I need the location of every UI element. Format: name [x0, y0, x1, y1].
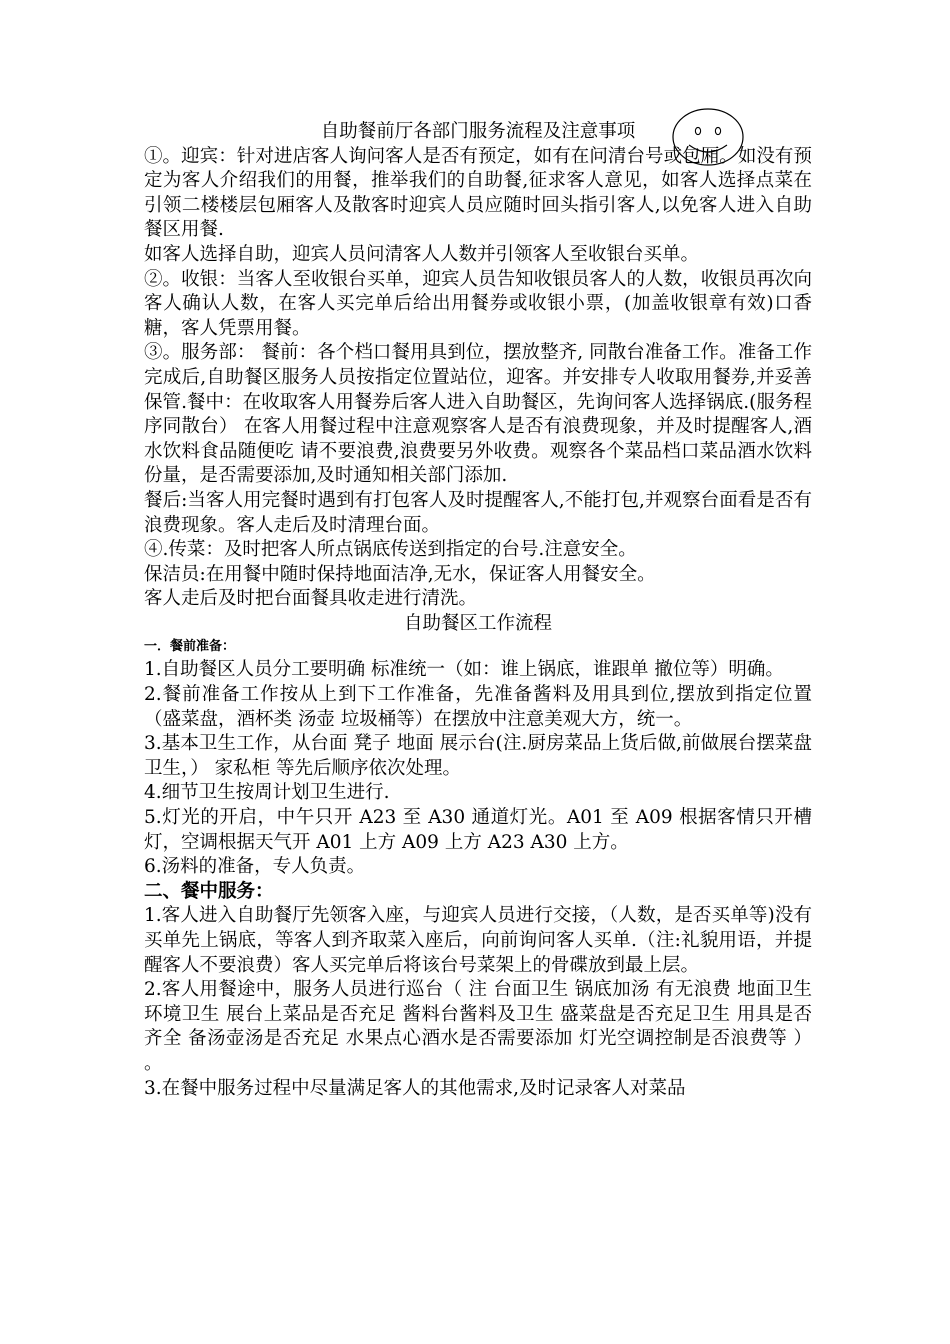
section1-item: 3.基本卫生工作，从台面 凳子 地面 展示台(注.厨房菜品上货后做,前做展台摆菜盘卫生，） 家私柜 等先后顺序依次处理。 — [144, 733, 812, 779]
section1-item: 2.餐前准备工作按从上到下工作准备，先准备酱料及用具到位,摆放到指定位置（盛菜盘，酒杯类 汤壶 垃圾桶等）在摆放中注意美观大方，统一。 — [144, 684, 812, 730]
section2-item: 3.在餐中服务过程中尽量满足客人的其他需求,及时记录客人对菜品 — [144, 1077, 686, 1099]
paragraph-clear-table: 客人走后及时把台面餐具收走进行清洗。 — [144, 588, 478, 610]
section1-item: 6.汤料的准备，专人负责。 — [144, 856, 366, 878]
document-title: 自助餐前厅各部门服务流程及注意事项 — [320, 121, 636, 142]
section1-item: 1.自助餐区人员分工要明确 标准统一（如：谁上锅底，谁跟单 撤位等）明确。 — [144, 659, 784, 681]
paragraph-buffet-choice: 如客人选择自助，迎宾人员问清客人人数并引领客人至收银台买单。 — [144, 243, 700, 265]
section1-item: 4.细节卫生按周计划卫生进行. — [144, 782, 390, 804]
document-body — [144, 120, 812, 1101]
paragraph-reception: ①。迎宾：针对进店客人询问客人是否有预定，如有在问清台号或包厢。如没有预定为客人介绍我们的用餐，推举我们的自助餐,征求客人意见，如客人选择点菜在引领二楼楼层包厢客人及散客时迎宾人员应随时回头指引客人,以免客人进入自助餐区用餐. — [144, 145, 812, 241]
paragraph-cleaner: 保洁员:在用餐中随时保持地面洁净,无水，保证客人用餐安全。 — [144, 563, 656, 585]
paragraph-after-meal: 餐后:当客人用完餐时遇到有打包客人及时提醒客人,不能打包,并观察台面看是否有浪费现象。客人走后及时清理台面。 — [144, 489, 812, 536]
section-subtitle: 自助餐区工作流程 — [403, 612, 552, 634]
paragraph-food-runner: ④.传菜：及时把客人所点锅底传送到指定的台号.注意安全。 — [144, 539, 637, 561]
paragraph-service: ③。服务部： 餐前：各个档口餐用具到位，摆放整齐, 同散台准备工作。准备工作完成后,自助餐区服务人员按指定位置站位，迎客。并安排专人收取用餐券,并妥善保管.餐中：在收取客人用餐券后客人进入自助餐区，先询问客人选择锅底.(服务程序同散台） 在客人用餐过程中注意观察客人是否有浪费现象，并及时提醒客人,酒水饮料食品随便吃 请不要浪费,浪费要另外收费。观察各个菜品档口菜品酒水饮料份量，是否需要添加,及时通知相关部门添加. — [144, 342, 812, 487]
section2-item: 1.客人进入自助餐厅先领客入座，与迎宾人员进行交接，（人数，是否买单等)没有买单先上锅底，等客人到齐取菜入座后，向前询问客人买单.（注:礼貌用语，并提醒客人不要浪费）客人买完单后将该台号菜架上的骨碟放到最上层。 — [144, 905, 812, 976]
section1-item: 5.灯光的开启，中午只开 A23 至 A30 通道灯光。A01 至 A09 根据客情只开槽灯，空调根据天气开 A01 上方 A09 上方 A23 A30 上方。 — [144, 807, 812, 853]
section1-heading: 一．餐前准备： — [144, 639, 236, 655]
paragraph-cashier: ②。收银：当客人至收银台买单，迎宾人员告知收银员客人的人数，收银员再次向客人确认人数，在客人买完单后给出用餐券或收银小票，(加盖收银章有效)口香糖，客人凭票用餐。 — [144, 268, 812, 339]
section2-heading: 二、餐中服务： — [144, 880, 274, 902]
section2-item: 2.客人用餐途中，服务人员进行巡台（ 注 台面卫生 锅底加汤 有无浪费 地面卫生 环境卫生 展台上菜品是否充足 酱料台酱料及卫生 盛菜盘是否充足卫生 用具是否齐全 备汤壶汤是否充足 水果点心酒水是否需要添加 灯光空调控制是否浪费等 ） 。 — [144, 979, 812, 1074]
